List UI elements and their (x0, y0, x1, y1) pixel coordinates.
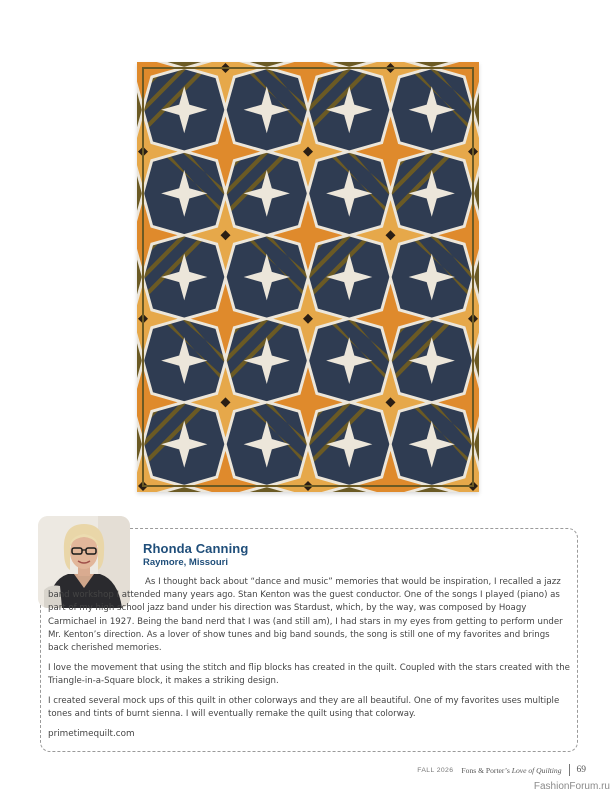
magazine-prefix: Fons & Porter’s (461, 765, 510, 775)
designer-location: Raymore, Missouri (143, 557, 228, 568)
designer-bio (48, 576, 572, 747)
watermark: FashionForum.ru (533, 781, 610, 792)
magazine-name (461, 766, 561, 775)
bio-paragraph-2: I love the movement that using the stitch and flip blocks has created in the quilt. Coupled with the stars created with the Triangle-in-a-Square block, it makes a striking design. (48, 662, 570, 686)
footer-divider (569, 764, 570, 776)
page-footer (417, 764, 586, 776)
designer-name: Rhonda Canning (143, 541, 249, 556)
issue-label: FALL 2026 (417, 766, 454, 774)
page-number: 69 (576, 765, 586, 775)
bio-paragraph-1: As I thought back about “dance and music” memories that would be inspiration, I recalled a jazz band workshop I attended many years ago. Stan Kenton was the guest conductor. One of the songs I played (piano) as part of my high school jazz band under his direction was Stardust, which, by the way, was composed by Hoagy Carmichael in 1927. Being the band nerd that I was (and still am), I had stars in my eyes from getting to perform under Mr. Kenton’s direction. As a lover of show tunes and big band sounds, the song is still one of my favorites and brings back cherished memories. (48, 577, 563, 654)
magazine-title: Love of Quilting (511, 765, 562, 775)
quilt-photo (137, 62, 479, 492)
bio-paragraph-3: I created several mock ups of this quilt in other colorways and they are all beautiful. One of my favorites uses multiple tones and tints of burnt sienna. I will eventually remake the quilt using that colorway. (48, 695, 560, 719)
designer-website-link[interactable]: primetimequilt.com (48, 728, 135, 739)
